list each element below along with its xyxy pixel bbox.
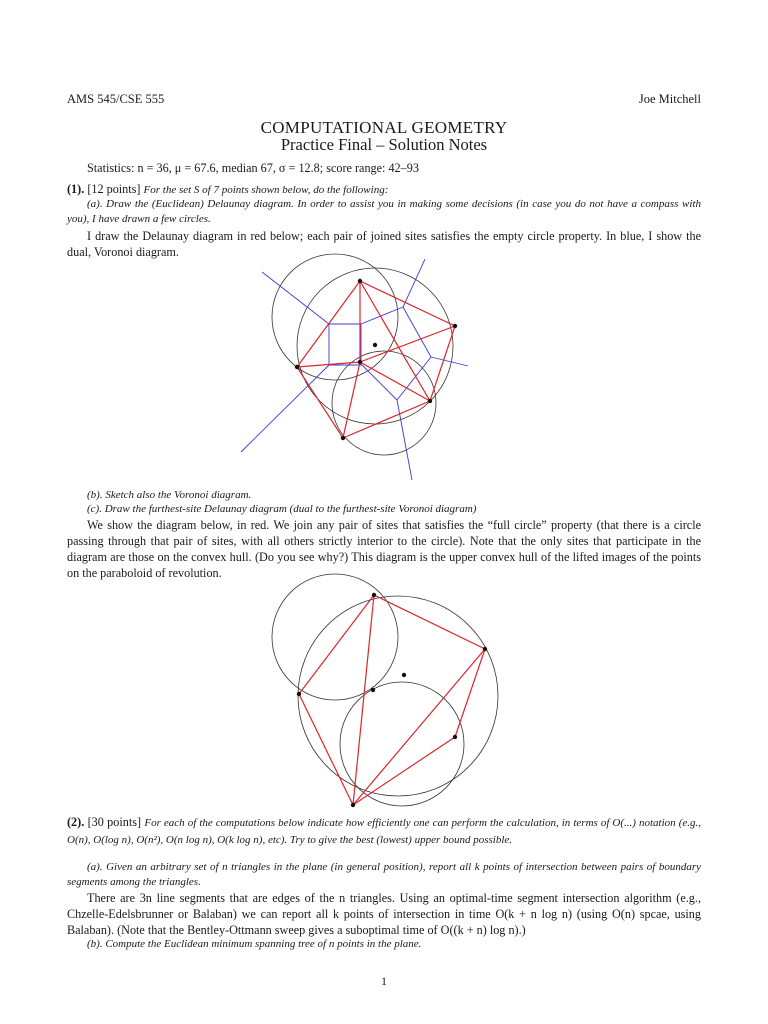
delaunay-edge xyxy=(297,367,343,438)
voronoi-edge xyxy=(431,357,468,366)
q2-part-b: (b). Compute the Euclidean minimum spanning tree of n points in the plane. xyxy=(87,938,422,950)
q1-answer-c: We show the diagram below, in red. We join any pair of sites that satisfies the “full circle” property (that there is a circle passing through that pair of sites, with all others strictly interior to the circle). Note that the only sites that participate in the diagram are those on the convex hull. (Do you see why?) This diagram is the upper convex hull of the lifted images of the points on the paraboloid of revolution. xyxy=(67,518,701,580)
site-point xyxy=(453,735,457,739)
statistics-line: Statistics: n = 36, μ = 67.6, median 67, σ = 12.8; score range: 42–93 xyxy=(87,161,419,175)
q1-points: [12 points] xyxy=(84,182,144,196)
q1-prompt: For the set S of 7 points shown below, do the following: xyxy=(143,184,389,196)
site-point xyxy=(351,803,355,807)
site-point xyxy=(428,399,432,403)
q2-prompt: For each of the computations below indicate how efficiently one can perform the calculation, in terms of O(...) notation (e.g., O(n), O(log n), O(n²), O(n log n), O(k log n), etc). Try to give the best (lowest) upper bound possible. xyxy=(67,817,701,846)
site-point xyxy=(453,324,457,328)
delaunay-edge xyxy=(299,595,374,694)
voronoi-edges xyxy=(241,259,468,480)
full-circle xyxy=(298,596,498,796)
q1-part-a: (a). Draw the (Euclidean) Delaunay diagram. In order to assist you in making some decisions (in case you do not have a compass with you), I have drawn a few circles. xyxy=(67,198,701,225)
q2-part-a: (a). Given an arbitrary set of n triangles in the plane (in general position), report all k points of intersection between pairs of boundary segments among the triangles. xyxy=(67,861,701,888)
voronoi-edge xyxy=(403,307,431,357)
page-number: 1 xyxy=(381,974,387,988)
furthest-delaunay-edges xyxy=(299,595,485,805)
delaunay-edge xyxy=(360,362,430,401)
delaunay-edge xyxy=(374,595,485,649)
q1-answer-a: I draw the Delaunay diagram in red below; each pair of joined sites satisfies the empty circle property. In blue, I show the dual, Voronoi diagram. xyxy=(67,229,701,259)
full-circles xyxy=(272,574,498,806)
furthest-site-delaunay-figure xyxy=(260,575,505,810)
voronoi-edge xyxy=(241,365,329,452)
site-point xyxy=(295,365,299,369)
page-subtitle: Practice Final – Solution Notes xyxy=(280,135,488,154)
q2-number: (2). xyxy=(67,815,85,829)
q1-part-b: (b). Sketch also the Voronoi diagram. xyxy=(87,489,252,501)
q1-heading xyxy=(67,181,701,198)
q1-part-c: (c). Draw the furthest-site Delaunay diagram (dual to the furthest-site Voronoi diagram) xyxy=(87,503,477,515)
author-name: Joe Mitchell xyxy=(638,92,701,106)
full-circle xyxy=(272,574,398,700)
site-point xyxy=(483,647,487,651)
delaunay-edge xyxy=(297,362,360,367)
delaunay-edge xyxy=(455,649,485,737)
site-point xyxy=(372,593,376,597)
q2-heading xyxy=(67,814,701,848)
empty-circle xyxy=(332,351,436,455)
q1-number: (1). xyxy=(67,182,85,196)
site-point xyxy=(297,692,301,696)
site-point xyxy=(358,360,362,364)
delaunay-edge xyxy=(299,694,353,805)
site-point xyxy=(371,688,375,692)
voronoi-edge xyxy=(361,307,403,324)
site-point xyxy=(373,343,377,347)
site-point xyxy=(341,436,345,440)
site-point xyxy=(402,673,406,677)
delaunay-edge xyxy=(353,649,485,805)
delaunay-edge xyxy=(353,737,455,805)
delaunay-edges xyxy=(297,281,455,438)
voronoi-edge xyxy=(362,365,397,400)
delaunay-voronoi-figure xyxy=(230,255,470,495)
delaunay-edge xyxy=(343,401,430,438)
q2-answer-a: There are 3n line segments that are edges of the n triangles. Using an optimal-time segment intersection algorithm (e.g., Chzelle-Edelsbrunner or Balaban) we can report all k points of intersection in time O(k + n log n) (using O(n) spcae, using Balaban). (Note that the Bentley-Ottmann sweep gives a suboptimal time of O((k + n) log n).) xyxy=(67,891,701,937)
sites xyxy=(295,279,457,440)
delaunay-edge xyxy=(343,362,360,438)
voronoi-edge xyxy=(403,259,425,307)
course-code: AMS 545/CSE 555 xyxy=(67,92,165,106)
delaunay-edge xyxy=(353,595,374,805)
page-title: COMPUTATIONAL GEOMETRY xyxy=(260,118,508,137)
q2-points: [30 points] xyxy=(84,815,145,829)
site-point xyxy=(358,279,362,283)
